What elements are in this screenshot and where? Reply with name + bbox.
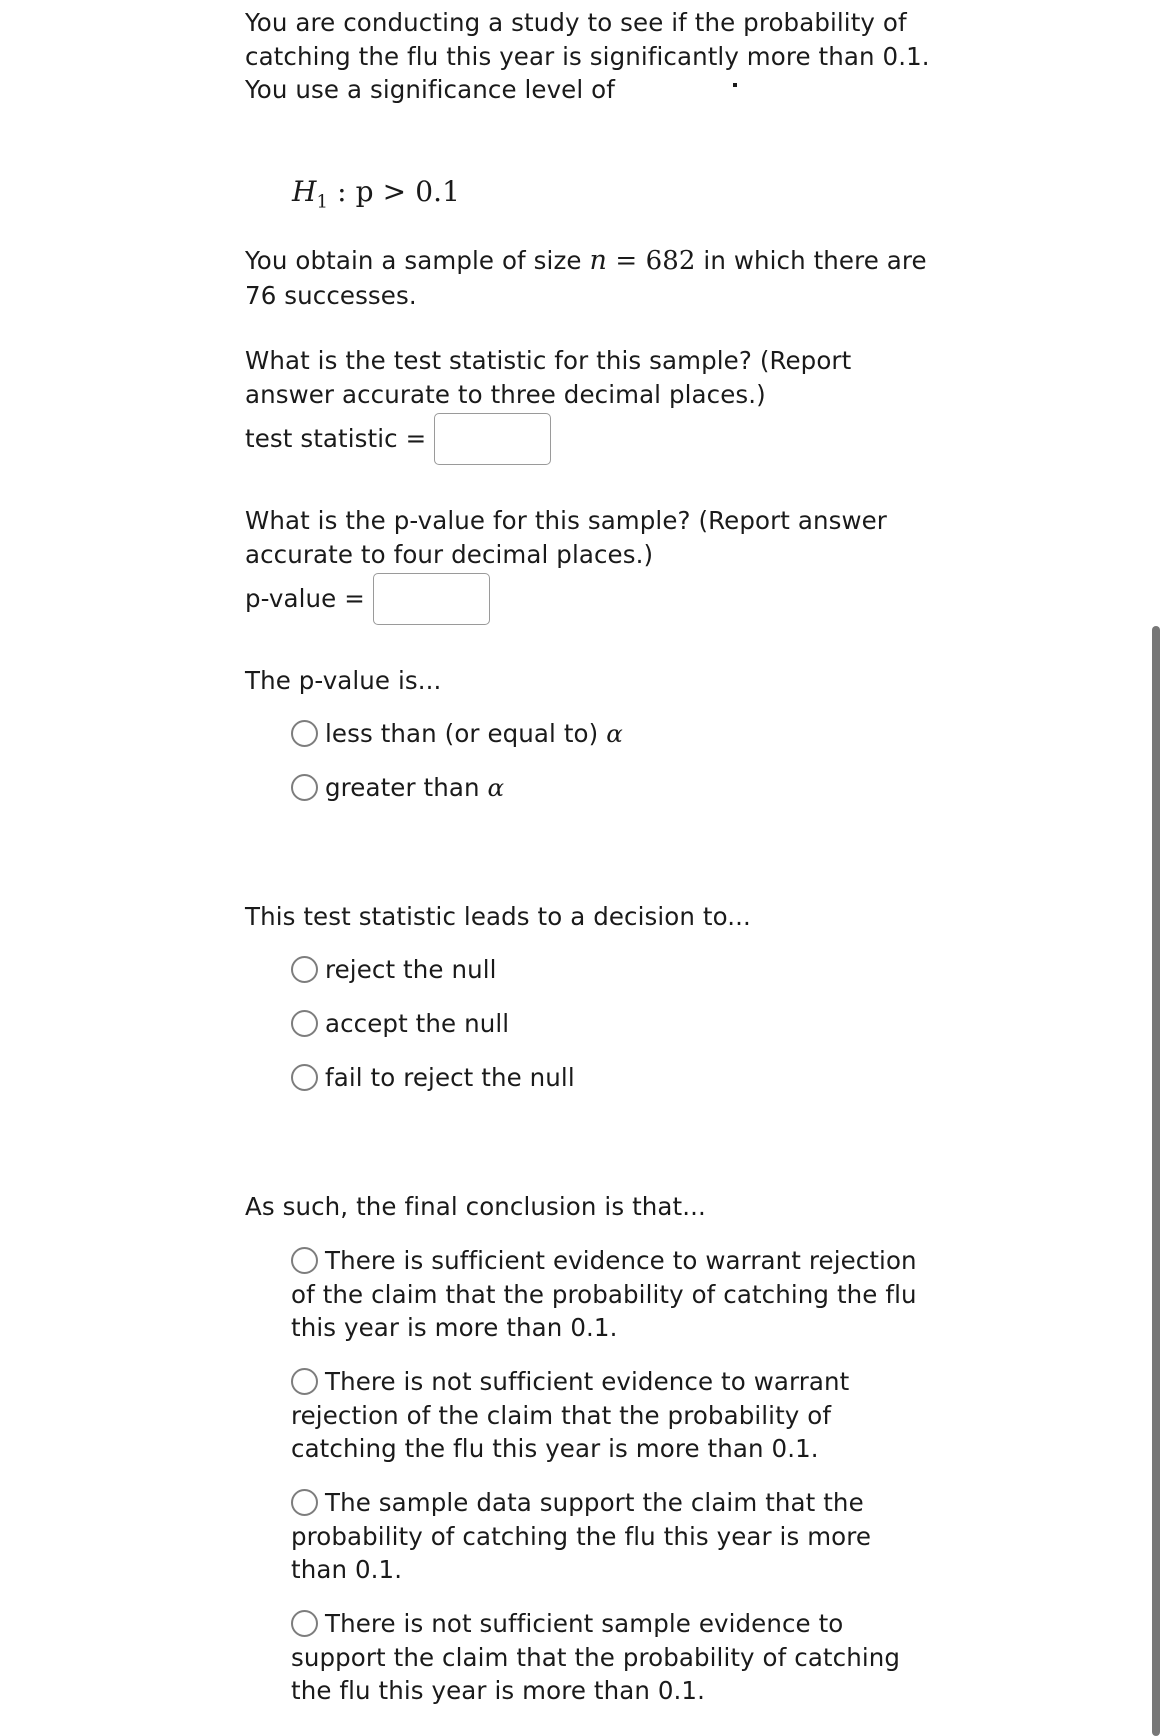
option-fail-to-reject-null[interactable] bbox=[291, 1061, 575, 1095]
radio-circle[interactable] bbox=[291, 1010, 318, 1037]
radio-circle[interactable] bbox=[291, 1489, 318, 1516]
sample-n-symbol: n bbox=[589, 245, 607, 276]
vertical-scrollbar[interactable] bbox=[1152, 626, 1160, 1736]
option-reject-null[interactable] bbox=[291, 953, 497, 987]
sample-n-value: = 682 bbox=[606, 246, 696, 276]
decision-question: This test statistic leads to a decision to... bbox=[245, 902, 751, 931]
alternative-hypothesis bbox=[292, 175, 460, 220]
option-label: reject the null bbox=[325, 955, 497, 984]
option-label: accept the null bbox=[325, 1009, 510, 1038]
radio-circle[interactable] bbox=[291, 1247, 318, 1274]
alpha-symbol: α bbox=[487, 773, 505, 802]
radio-circle[interactable] bbox=[291, 774, 318, 801]
conclusion-option-2[interactable] bbox=[291, 1365, 931, 1466]
conclusion-option-3[interactable] bbox=[291, 1486, 931, 1587]
sample-paragraph bbox=[245, 244, 945, 312]
sample-post: in which there are 76 successes. bbox=[245, 246, 927, 310]
radio-circle[interactable] bbox=[291, 1610, 318, 1637]
p-value-input[interactable] bbox=[373, 573, 490, 625]
p-value-compare-question: The p-value is... bbox=[245, 666, 442, 695]
hyp-sub: 1 bbox=[316, 191, 329, 213]
option-label: There is not sufficient evidence to warrant rejection of the claim that the probability of catching the flu this year is more than 0.1. bbox=[291, 1367, 850, 1463]
test-statistic-input[interactable] bbox=[434, 413, 551, 465]
radio-circle[interactable] bbox=[291, 956, 318, 983]
conclusion-question: As such, the final conclusion is that... bbox=[245, 1192, 706, 1221]
test-statistic-label: test statistic = bbox=[245, 424, 427, 454]
conclusion-option-4[interactable] bbox=[291, 1607, 931, 1708]
option-greater-than-alpha[interactable] bbox=[291, 771, 504, 805]
option-less-than-alpha[interactable] bbox=[291, 717, 623, 751]
p-value-question: What is the p-value for this sample? (Report answer accurate to four decimal places.) bbox=[245, 506, 887, 569]
radio-circle[interactable] bbox=[291, 1368, 318, 1395]
option-label: fail to reject the null bbox=[325, 1063, 575, 1092]
option-label bbox=[325, 717, 623, 751]
sample-pre: You obtain a sample of size bbox=[245, 246, 582, 275]
p-value-row bbox=[245, 573, 490, 625]
option-label: The sample data support the claim that the probability of catching the flu this year is more than 0.1. bbox=[291, 1488, 872, 1584]
hyp-rest: : p > 0.1 bbox=[328, 175, 461, 208]
option-accept-null[interactable] bbox=[291, 1007, 509, 1041]
radio-circle[interactable] bbox=[291, 1064, 318, 1091]
option-label-text: less than (or equal to) bbox=[325, 719, 599, 748]
alpha-symbol: α bbox=[606, 719, 623, 748]
option-label: There is sufficient evidence to warrant rejection of the claim that the probability of catching the flu this year is more than 0.1. bbox=[291, 1246, 917, 1342]
intro-text: You are conducting a study to see if the probability of catching the flu this year is significantly more than 0.1. You use a significance level of bbox=[245, 8, 930, 104]
option-label-text: greater than bbox=[325, 773, 480, 802]
test-statistic-question: What is the test statistic for this sample? (Report answer accurate to three decimal places.) bbox=[245, 346, 852, 409]
p-value-label: p-value = bbox=[245, 584, 365, 614]
significance-period bbox=[733, 83, 737, 87]
radio-circle[interactable] bbox=[291, 720, 318, 747]
hyp-h: H bbox=[292, 175, 317, 208]
conclusion-option-1[interactable] bbox=[291, 1244, 931, 1345]
option-label: There is not sufficient sample evidence to support the claim that the probability of catching the flu this year is more than 0.1. bbox=[291, 1609, 901, 1705]
test-statistic-row bbox=[245, 413, 551, 465]
intro-paragraph bbox=[245, 6, 945, 107]
option-label bbox=[325, 771, 504, 805]
